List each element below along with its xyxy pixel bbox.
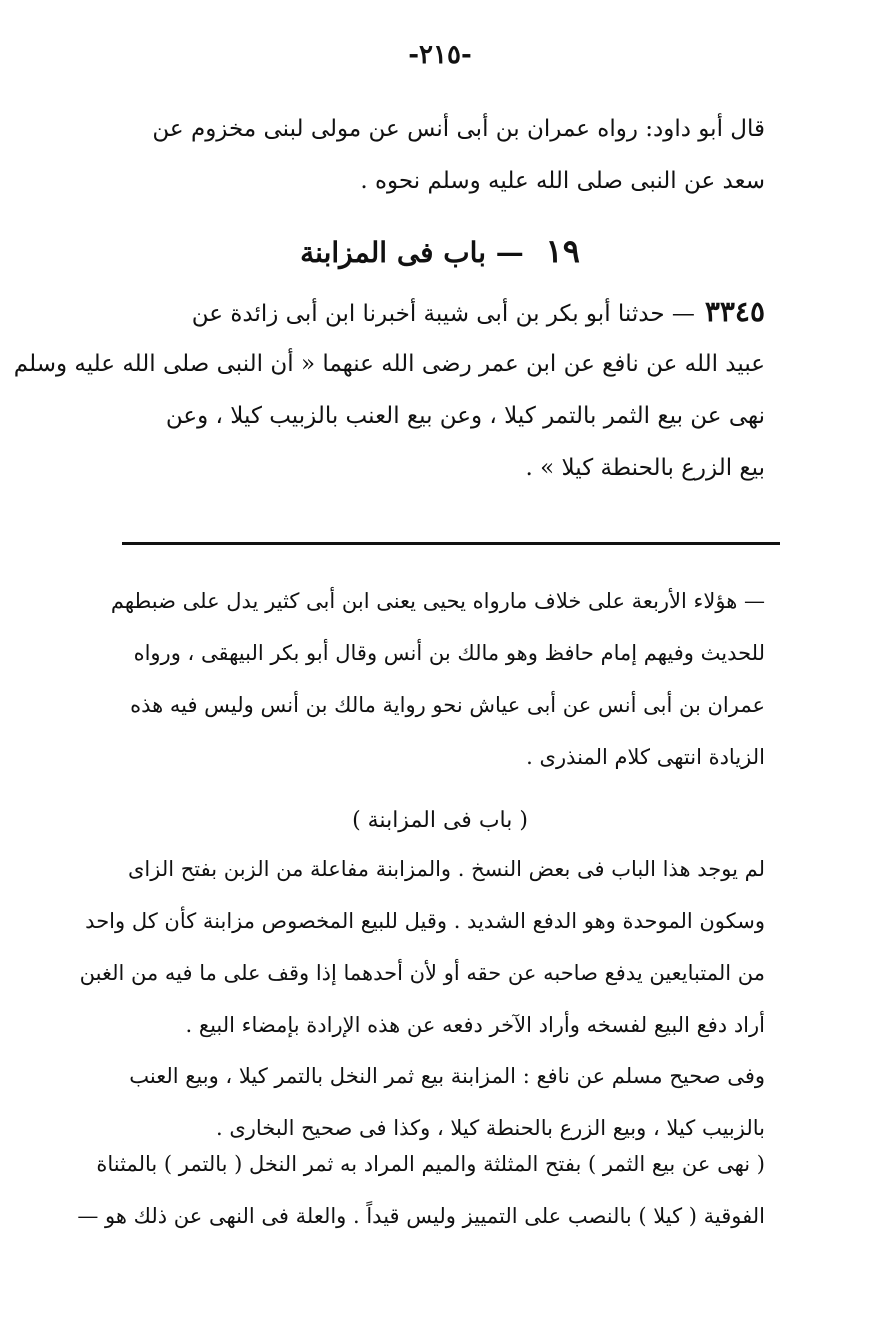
text-line: ( نهى عن بيع الثمر ) بفتح المثلثة والميم المراد به ثمر النخل ( بالتمر ) بالمثناة: [96, 1152, 765, 1176]
text-line: عمران بن أبى أنس عن أبى عياش نحو رواية مالك بن أنس وليس فيه هذه: [130, 693, 765, 717]
text-line: بيع الزرع بالحنطة كيلا » .: [525, 455, 765, 481]
text-line: أراد دفع البيع لفسخه وأراد الآخر دفعه عن هذه الإرادة بإمضاء البيع .: [185, 1013, 765, 1037]
chapter-number: ١٩: [545, 232, 580, 270]
text-line: للحديث وفيهم إمام حافظ وهو مالك بن أنس وقال أبو بكر البيهقى ، ورواه: [133, 641, 765, 665]
intro-paragraph: [125, 103, 765, 207]
text-line: الزيادة انتهى كلام المنذرى .: [526, 745, 765, 769]
text-line: [125, 286, 765, 338]
chapter-separator: —: [495, 236, 524, 269]
commentary-heading: ( باب فى المزابنة ): [352, 808, 528, 833]
hadith-number: ٣٣٤٥: [704, 295, 765, 328]
footnote-divider: [122, 542, 780, 545]
text-line: بالزبيب كيلا ، وبيع الزرع بالحنطة كيلا ، وكذا فى صحيح البخارى .: [215, 1116, 765, 1140]
text-line: وفى صحيح مسلم عن نافع : المزابنة بيع ثمر النخل بالتمر كيلا ، وبيع العنب: [129, 1064, 765, 1088]
commentary-paragraph: [77, 1138, 765, 1242]
text-line: من المتبايعين يدفع صاحبه عن حقه أو لأن أحدهما إذا وقف على ما فيه من الغبن: [79, 961, 765, 985]
hadith-line-text: — حدثنا أبو بكر بن أبى شيبة أخبرنا ابن أبى زائدة عن: [191, 301, 695, 327]
text-line: وسكون الموحدة وهو الدفع الشديد . وقيل للبيع المخصوص مزابنة كأن كل واحد: [85, 909, 765, 933]
text-line: سعد عن النبى صلى الله عليه وسلم نحوه .: [360, 168, 765, 194]
text-line: لم يوجد هذا الباب فى بعض النسخ . والمزابنة مفاعلة من الزبن بفتح الزاى: [127, 857, 765, 881]
text-line: قال أبو داود: رواه عمران بن أبى أنس عن مولى لبنى مخزوم عن: [152, 116, 765, 142]
commentary-paragraph: [110, 575, 765, 783]
text-line: نهى عن بيع الثمر بالتمر كيلا ، وعن بيع العنب بالزبيب كيلا ، وعن: [165, 403, 765, 429]
chapter-heading: [0, 232, 880, 270]
text-line: الفوقية ( كيلا ) بالنصب على التمييز وليس قيداً . والعلة فى النهى عن ذلك هو —: [77, 1204, 765, 1228]
page-number: -٢١٥-: [408, 40, 472, 70]
hadith-paragraph: [13, 286, 765, 494]
text-line: عبيد الله عن نافع عن ابن عمر رضى الله عنهما « أن النبى صلى الله عليه وسلم: [13, 351, 765, 377]
text-line: — هؤلاء الأربعة على خلاف مارواه يحيى يعنى ابن أبى كثير يدل على ضبطهم: [110, 589, 765, 613]
chapter-title: باب فى المزابنة: [300, 236, 486, 269]
commentary-paragraph: [79, 843, 765, 1051]
